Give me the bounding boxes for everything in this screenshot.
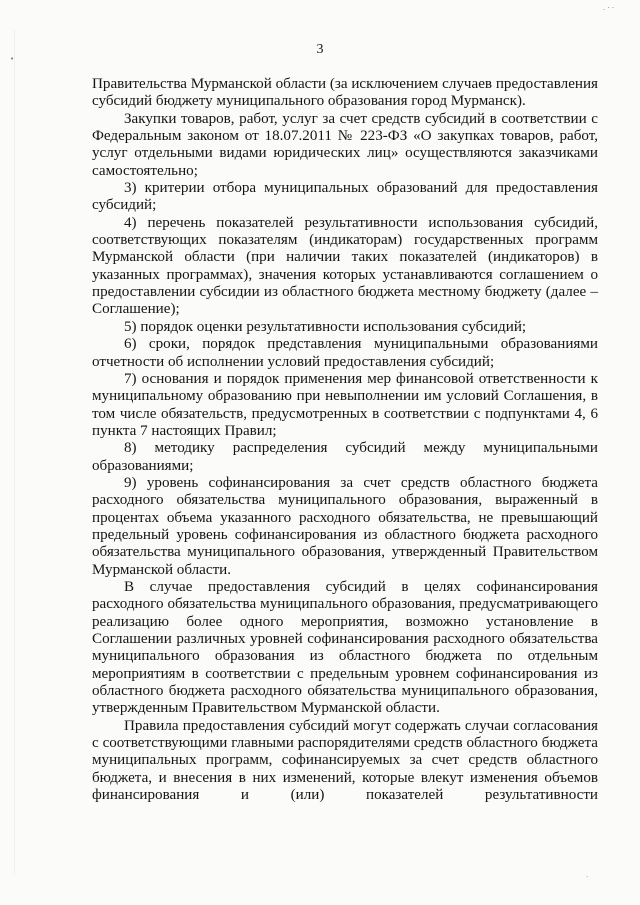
paragraph-different-levels: В случае предоставления субсидий в целях софинансирования расходного обязательства муниципального образования, предусматривающего реализацию более одного мероприятия, возможно установление в Соглашении различных уровней софинансирования расходного обязательства муниципального образования из областного бюджета по отдельным мероприятиям в соответствии с предельным уровнем софинансирования из областного бюджета расходного обязательства муниципального образования, утвержденным Правительством Мурманской области. bbox=[92, 578, 598, 717]
paragraph-distribution-method: 8) методику распределения субсидий между муниципальными образованиями; bbox=[92, 440, 598, 474]
paragraph-co-financing-level: 9) уровень софинансирования за счет средств областного бюджета расходного обязательства муниципального образования, выраженный в процентах объема указанного расходного обязательства, не превышающий предельный уровень софинансирования из областного бюджета расходного обязательства муниципального образования, утвержденный Правительством Мурманской области. bbox=[92, 474, 598, 578]
paragraph-approval-cases: Правила предоставления субсидий могут содержать случаи согласования с соответствующими главными распорядителями средств областного бюджета муниципальных программ, софинансируемых за счет средств областного бюджета, и внесения в них изменений, которые влекут изменения объемов финансирования и (или) показателей результативности bbox=[92, 717, 598, 804]
scan-corner-mark: . · · bbox=[603, 4, 615, 12]
paragraph-performance-indicators: 4) перечень показателей результативности использования субсидий, соответствующих показателям (индикаторам) государственных программ Мурманской области (при наличии таких показателей (индикаторов) в указанных программах), значения которых устанавливаются соглашением о предоставлении субсидии из областного бюджета местному бюджету (далее – Соглашение); bbox=[92, 214, 598, 318]
paragraph-selection-criteria: 3) критерии отбора муниципальных образований для предоставления субсидий; bbox=[92, 180, 598, 214]
paragraph-financial-responsibility: 7) основания и порядок применения мер финансовой ответственности к муниципальному образованию при невыполнении им условий Соглашения, в том числе обязательств, предусмотренных в соответствии с подпунктами 4, 6 пункта 7 настоящих Правил; bbox=[92, 370, 598, 439]
scan-dot-mark: • bbox=[10, 55, 15, 63]
scan-edge-line bbox=[14, 30, 15, 875]
scan-bottom-mark: · bbox=[586, 873, 589, 881]
paragraph-evaluation-procedure: 5) порядок оценки результативности использования субсидий; bbox=[124, 318, 527, 335]
paragraph-government-exception: Правительства Мурманской области (за исключением случаев предоставления субсидий бюджету муниципального образования город Мурманск). bbox=[92, 76, 598, 110]
paragraph-procurement: Закупки товаров, работ, услуг за счет средств субсидий в соответствии с Федеральным законом от 18.07.2011 № 223-ФЗ «О закупках товаров, работ, услуг отдельными видами юридических лиц» осуществляются заказчиками самостоятельно; bbox=[92, 110, 598, 179]
page-number: 3 bbox=[316, 42, 324, 57]
paragraph-reporting-terms: 6) сроки, порядок представления муниципальными образованиями отчетности об исполнении условий предоставления субсидий; bbox=[92, 336, 598, 370]
document-body bbox=[92, 76, 598, 804]
